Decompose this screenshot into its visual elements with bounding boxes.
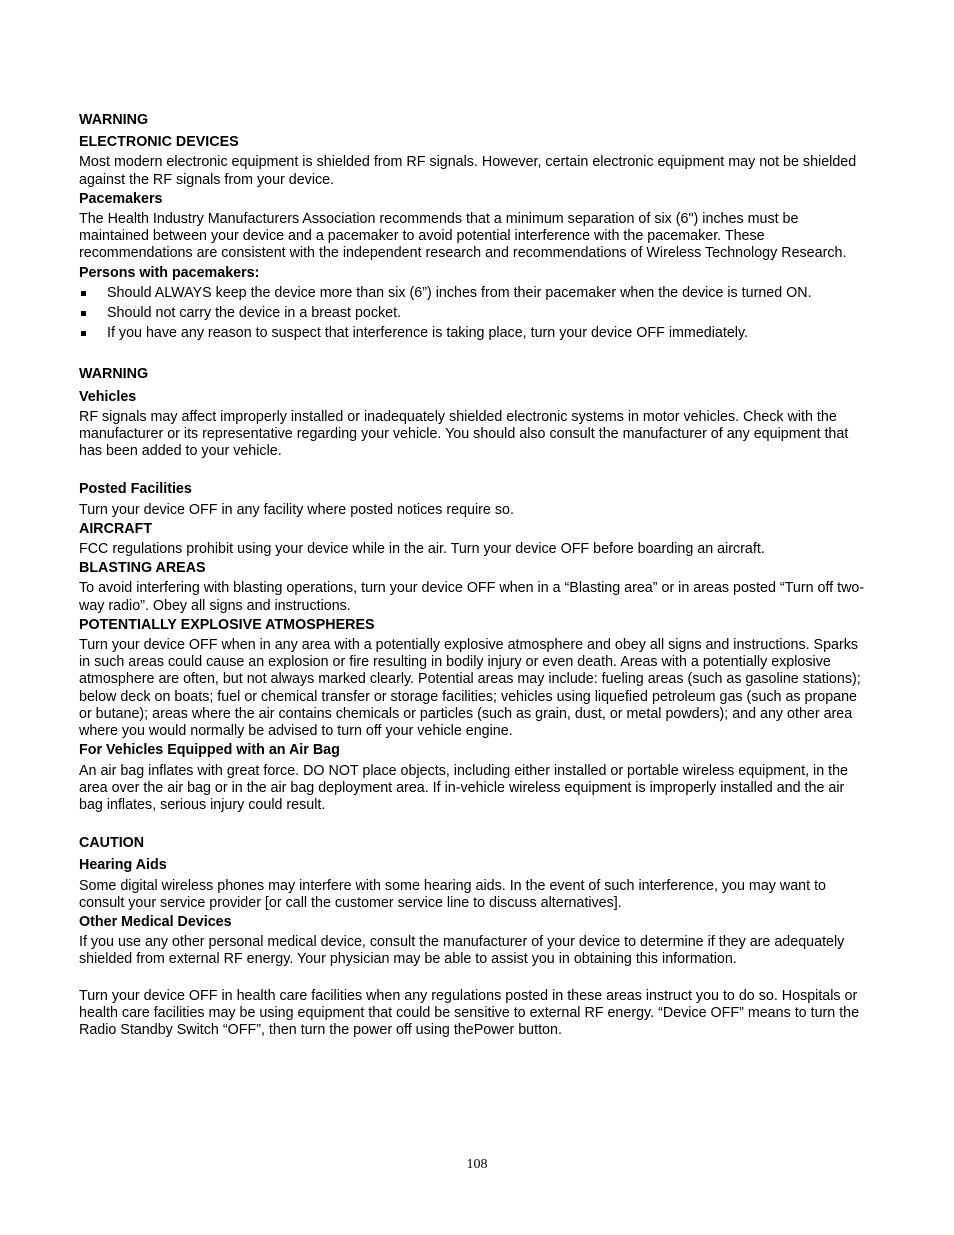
list-item (79, 305, 865, 322)
warning-heading: WARNING (79, 366, 149, 383)
explosive-atmospheres-text: Turn your device OFF when in any area with a potentially explosive atmosphere and obey all signs and instructions. Sparks in such areas could cause an explosion or fire resulting in bodily injury or even death. Areas with a potentially explosive atmosphere are often, but not always marked clearly. Potential areas may include: fueling areas (such as gasoline stations); below deck on boats; fuel or chemical transfer or storage facilities; vehicles using liquefied petroleum gas (such as propane or butane); areas where the air contains chemicals or particles (such as grain, dust, or metal powders); and any other area where you would normally be advised to turn off your vehicle engine. (79, 637, 861, 740)
square-bullet-icon (81, 311, 86, 316)
other-medical-devices-text: If you use any other personal medical device, consult the manufacturer of your device to determine if they are adequately shielded from external RF energy. Your physician may be able to assist you in obtaining this information. (79, 934, 845, 968)
other-medical-devices-heading: Other Medical Devices (79, 913, 232, 930)
page-number: 108 (466, 1157, 488, 1172)
square-bullet-icon (81, 331, 86, 336)
electronic-devices-heading: ELECTRONIC DEVICES (79, 134, 239, 151)
electronic-devices-text: Most modern electronic equipment is shielded from RF signals. However, certain electronic equipment may not be shielded against the RF signals from your device. (79, 154, 857, 188)
bullet-text: If you have any reason to suspect that interference is taking place, turn your device OFF immediately. (107, 325, 749, 342)
persons-with-pacemakers-heading: Persons with pacemakers: (79, 264, 260, 281)
bullet-text: Should not carry the device in a breast pocket. (107, 305, 402, 322)
pacemaker-bullet-list (79, 285, 865, 343)
caution-heading: CAUTION (79, 835, 145, 852)
hearing-aids-text: Some digital wireless phones may interfere with some hearing aids. In the event of such interference, you may want to consult your service provider [or call the customer service line to discuss alternatives]. (79, 877, 826, 911)
pacemakers-heading: Pacemakers (79, 190, 163, 207)
document-content (79, 110, 865, 1039)
aircraft-heading: AIRCRAFT (79, 520, 153, 537)
section-gap (79, 345, 865, 364)
vehicles-heading: Vehicles (79, 388, 137, 405)
hearing-aids-heading: Hearing Aids (79, 857, 167, 874)
square-bullet-icon (81, 291, 86, 296)
bullet-text: Should ALWAYS keep the device more than six (6”) inches from their pacemaker when the device is turned ON. (107, 284, 812, 301)
section-gap (79, 969, 865, 988)
posted-facilities-heading: Posted Facilities (79, 481, 192, 498)
blasting-areas-heading: BLASTING AREAS (79, 560, 206, 577)
warning-heading: WARNING (79, 112, 149, 128)
explosive-atmospheres-heading: POTENTIALLY EXPLOSIVE ATMOSPHERES (79, 616, 375, 633)
vehicles-text: RF signals may affect improperly installed or inadequately shielded electronic systems in motor vehicles. Check with the manufacturer or its representative regarding your vehicle. You should also consult the manufacturer of any equipment that has been added to your vehicle. (79, 408, 849, 460)
air-bag-text: An air bag inflates with great force. DO NOT place objects, including either installed or portable wireless equipment, in the area over the air bag or in the air bag deployment area. If in-vehicle wireless equipment is improperly installed and the air bag inflates, serious injury could result. (79, 762, 848, 813)
section-gap (79, 814, 865, 833)
blasting-areas-text: To avoid interfering with blasting operations, turn your device OFF when in a “Blasting area” or in areas posted “Turn off two-way radio”. Obey all signs and instructions. (79, 580, 865, 614)
health-care-facilities-text: Turn your device OFF in health care facilities when any regulations posted in these areas instruct you to do so. Hospitals or health care facilities may be using equipment that could be sensitive to external RF energy. “Device OFF” means to turn the Radio Standby Switch “OFF”, then turn the power off using thePower button. (79, 987, 860, 1038)
pacemakers-text: The Health Industry Manufacturers Association recommends that a minimum separation of six (6") inches must be maintained between your device and a pacemaker to avoid potential interference with the pacemaker. These recommendations are consistent with the independent research and recommendations of Wireless Technology Research. (79, 211, 847, 262)
list-item (79, 285, 865, 302)
list-item (79, 325, 865, 342)
section-gap (79, 460, 865, 479)
posted-facilities-text: Turn your device OFF in any facility where posted notices require so. (79, 501, 514, 518)
aircraft-text: FCC regulations prohibit using your device while in the air. Turn your device OFF before boarding an aircraft. (79, 541, 765, 558)
air-bag-heading: For Vehicles Equipped with an Air Bag (79, 742, 340, 759)
